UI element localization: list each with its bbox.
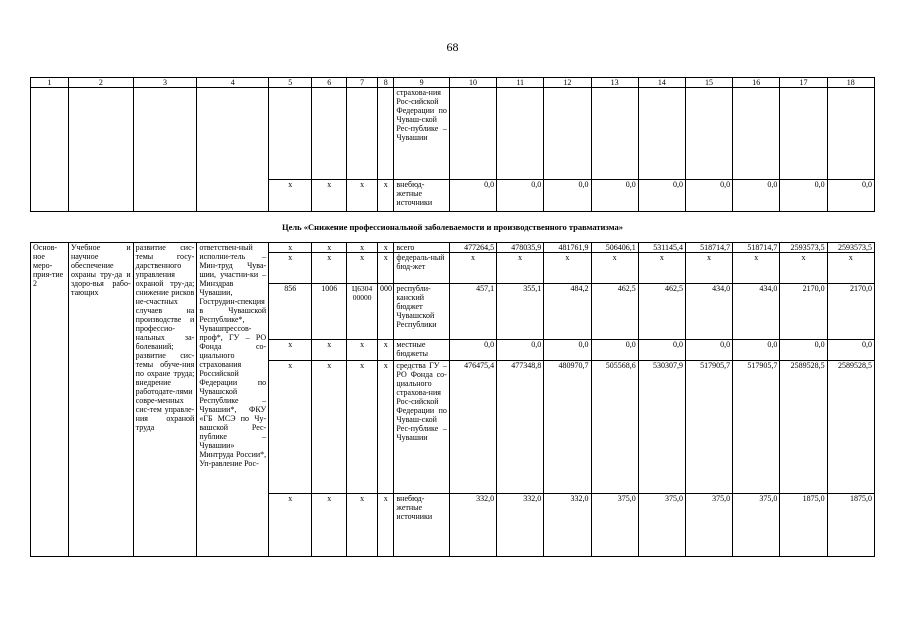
col-number: 18 [827, 78, 874, 88]
table-row: Основ-ное меро-прия-тие 2 Учебное и научное обеспечение охраны тру-да и здоро-вья рабо-тающих развитие сис-темы госу-дарственного управления охраной тру-да; снижение рисков не-счастных случаев на производстве и профессио-нальных за-болеваний; развитие сис-темы обуче-ния по охране труда; внедрение работодате-лями совре-менных сис-тем управле-ния охраной труда ответствен-ный исполни-тель – Мин-труд Чува-шии, участни-ки – Минздрав Чувашии, Гострудин-спекция в Чувашской Республике*, Чувашпрессов-проф*, ГУ – РО Фонда со-циального страхования Российской Федерации по Чувашской Республике – Чувашии*, ФКУ «ГБ МСЭ по Чу-вашской Рес-публике – Чувашии» Минтруда России*, Уп-равление Рос- x x x x всего 477264,5 478035,9 481761,9 506406,1 531145,4 518714,7 518714,7 2593573,5 2593573,5 [31, 243, 875, 253]
funding-source: федераль-ный бюд-жет [394, 253, 449, 284]
col-number: 8 [377, 78, 393, 88]
funding-source: страхова-ния Рос-сийской Федерации по Чуваш-ской Рес-публике – Чувашии [394, 88, 449, 180]
col-number: 17 [780, 78, 827, 88]
col-number: 10 [449, 78, 496, 88]
measure-executors: ответствен-ный исполни-тель – Мин-труд Чува-шии, участни-ки – Минздрав Чувашии, Гострудин-спекция в Чувашской Республике*, Чувашпрессов-проф*, ГУ – РО Фонда со-циального страхования Российской Федерации по Чувашской Республике – Чувашии*, ФКУ «ГБ МСЭ по Чу-вашской Рес-публике – Чувашии» Минтруда России*, Уп-равление Рос- [197, 243, 269, 557]
table-row [31, 88, 875, 180]
col-number: 12 [544, 78, 591, 88]
measure-title: Учебное и научное обеспечение охраны тру-да и здоро-вья рабо-тающих [68, 243, 133, 557]
measure-number: Основ-ное меро-прия-тие 2 [31, 243, 69, 557]
col-number: 4 [197, 78, 269, 88]
funding-source: средства ГУ – РО Фонда со-циального страхова-ния Рос-сийской Федерации по Чуваш-ской Рес-публике – Чувашии [394, 361, 449, 494]
col-number: 3 [133, 78, 197, 88]
budget-table [30, 77, 875, 557]
col-number: 6 [312, 78, 347, 88]
table-row: x x x x средства ГУ – РО Фонда со-циального страхова-ния Рос-сийской Федерации по Чуваш-ской Рес-публике – Чувашии 476475,4 477348,8 480970,7 505568,6 530307,9 517905,7 517905,7 2589528,5 2589528,5 [31, 361, 875, 494]
goal-title: Цель «Снижение профессиональной заболеваемости и производственного травматизма» [31, 212, 875, 243]
goal-row [31, 212, 875, 243]
col-number: 5 [269, 78, 312, 88]
table-row: x x x x федераль-ный бюд-жет x x x x x x x x x [31, 253, 875, 284]
measure-goals: развитие сис-темы госу-дарственного управления охраной тру-да; снижение рисков не-счастных случаев на производстве и профессио-нальных за-болеваний; развитие сис-темы обуче-ния по охране труда; внедрение работодате-лями совре-менных сис-тем управле-ния охраной труда [133, 243, 197, 557]
col-number: 2 [68, 78, 133, 88]
table-row: 856 1006 Ц6304 00000 000 республи-канский бюджет Чувашской Республики 457,1 355,1 484,2 462,5 462,5 434,0 434,0 2170,0 2170,0 [31, 284, 875, 340]
col-number: 16 [733, 78, 780, 88]
col-number: 1 [31, 78, 69, 88]
col-number: 9 [394, 78, 449, 88]
table-row: x x x x местные бюджеты 0,0 0,0 0,0 0,0 0,0 0,0 0,0 0,0 0,0 [31, 340, 875, 361]
funding-source: внебюд-жетные источники [394, 494, 449, 557]
col-number: 14 [638, 78, 685, 88]
col-number: 15 [685, 78, 732, 88]
funding-source: республи-канский бюджет Чувашской Республики [394, 284, 449, 340]
funding-source: всего [394, 243, 449, 253]
page-number: 68 [446, 40, 459, 54]
funding-source: местные бюджеты [394, 340, 449, 361]
funding-source: внебюд-жетные источники [394, 180, 449, 212]
col-number: 13 [591, 78, 638, 88]
table-row: x x x x внебюд-жетные источники 332,0 332,0 332,0 375,0 375,0 375,0 375,0 1875,0 1875,0 [31, 494, 875, 557]
col-number: 11 [497, 78, 544, 88]
col-number: 7 [347, 78, 378, 88]
column-number-row [31, 78, 875, 88]
table-row: x x x x внебюд-жетные источники 0,0 0,0 0,0 0,0 0,0 0,0 0,0 0,0 0,0 [31, 180, 875, 212]
